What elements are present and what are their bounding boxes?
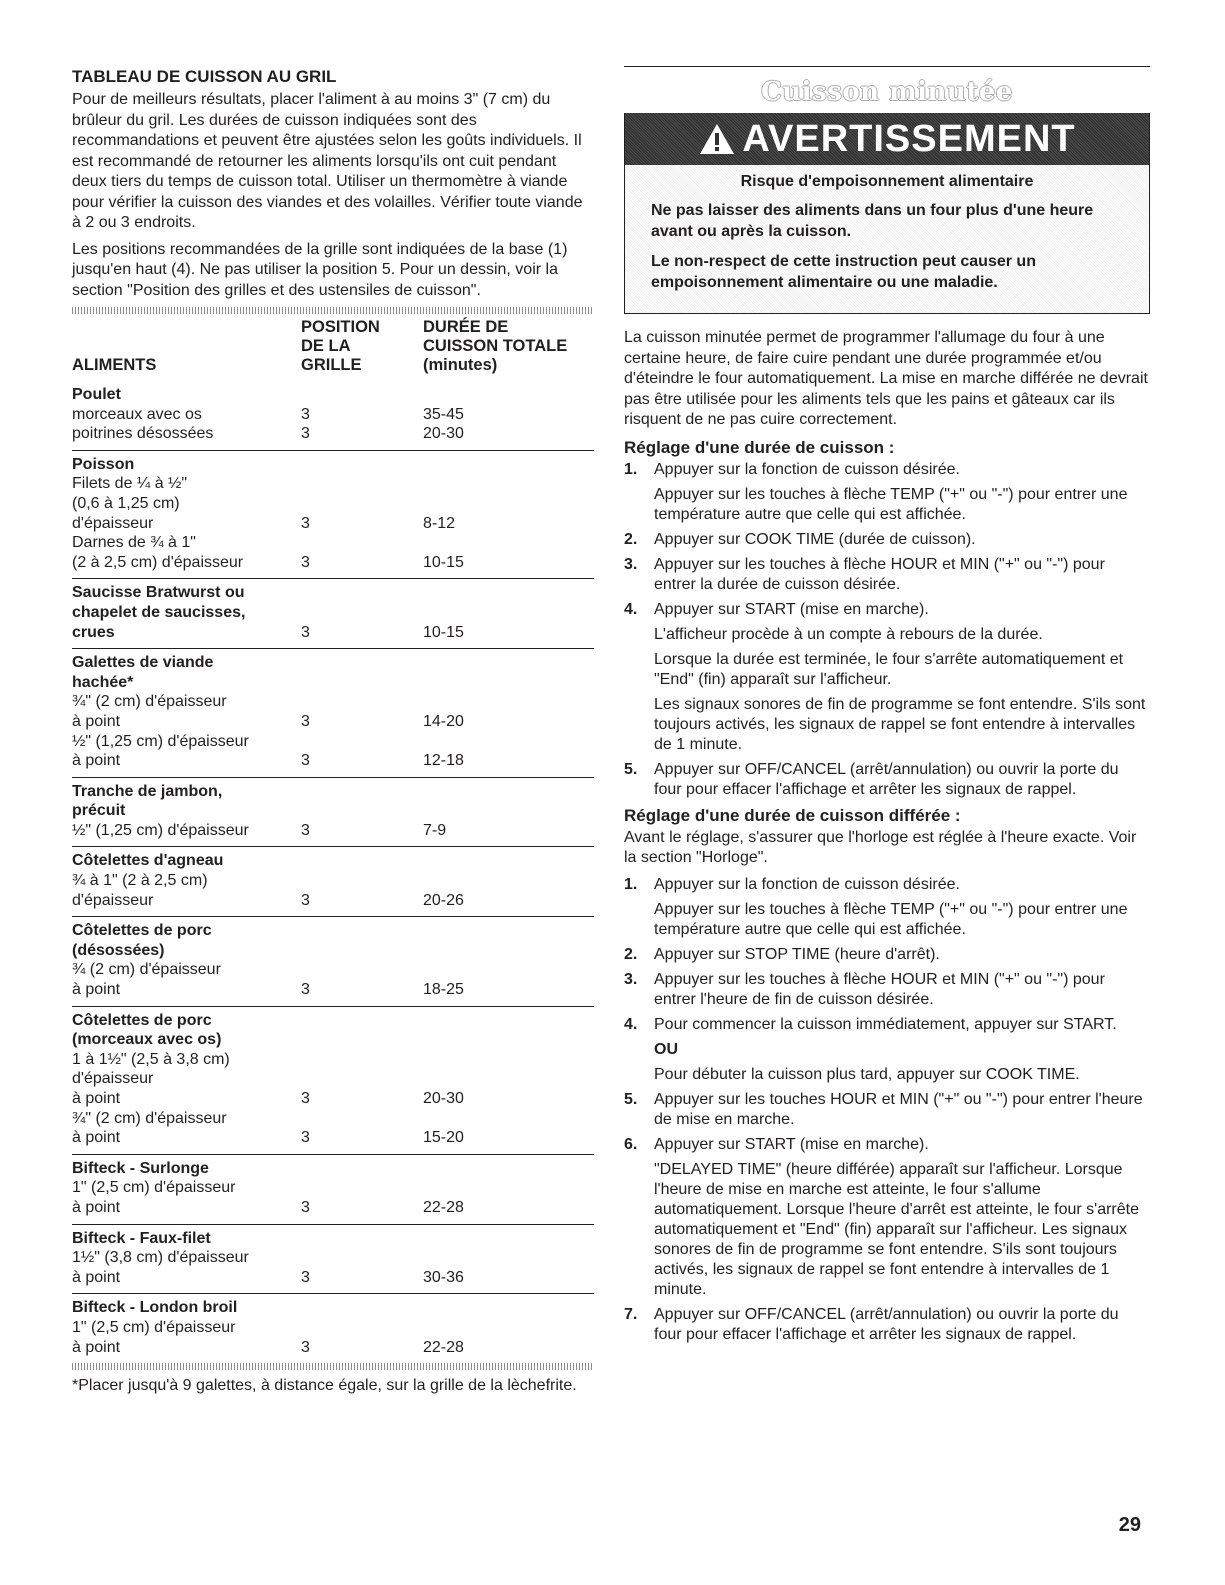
step-number: 3. <box>624 555 638 573</box>
rack-position <box>301 1248 423 1268</box>
food-name: crues <box>72 623 115 641</box>
rack-position <box>301 385 423 405</box>
food-cell <box>72 1294 301 1363</box>
step-text: Pour débuter la cuisson plus tard, appuyer sur COOK TIME. <box>654 1065 1080 1083</box>
time-cell <box>423 450 594 579</box>
food-detail: à point <box>72 1129 121 1147</box>
rack-position <box>301 1229 423 1249</box>
cook-time <box>423 1298 594 1318</box>
timed-intro: La cuisson minutée permet de programmer l'allumage du four à une certaine heure, de faire cuire pendant une durée programmée et/ou d'éteindre le four automatiquement. La mise en marche différée ne devrait pas être utilisée pour les aliments tels que les pains et gâteaux car ils risquent de ne pas cuire correctement. <box>624 329 1148 428</box>
rack-position: 3 <box>301 1338 310 1356</box>
position-cell <box>301 847 423 917</box>
food-detail: à point <box>72 1198 121 1216</box>
cook-time <box>423 603 594 623</box>
broil-table <box>72 314 594 1363</box>
cook-time <box>423 1178 594 1198</box>
rack-position <box>301 1159 423 1179</box>
warning-box <box>624 113 1150 314</box>
warning-text-1: Ne pas laisser des aliments dans un four plus d'une heure avant ou après la cuisson. <box>651 202 1094 240</box>
step-text: Lorsque la durée est terminée, le four s'arrête automatiquement et "End" (fin) apparaît sur l'afficheur. <box>654 650 1124 688</box>
step-text: L'afficheur procède à un compte à rebours de la durée. <box>654 625 1043 643</box>
rack-position: 3 <box>301 981 310 999</box>
cook-time: 8-12 <box>423 514 456 532</box>
cook-time <box>423 474 594 494</box>
time-cell <box>423 777 594 847</box>
step-item <box>624 970 1150 1010</box>
rack-position: 3 <box>301 623 310 641</box>
warning-banner-text: AVERTISSEMENT <box>742 117 1076 160</box>
header-total-time: DURÉE DE CUISSON TOTALE (minutes) <box>423 318 568 374</box>
food-detail: à point <box>72 1338 121 1356</box>
food-name: Bifteck - London broil <box>72 1299 238 1317</box>
rack-position <box>301 801 423 821</box>
position-cell <box>301 1006 423 1154</box>
broil-chart-section <box>72 66 594 1396</box>
step-text: Appuyer sur START (mise en marche). <box>654 600 929 618</box>
cook-time <box>423 1030 594 1050</box>
table-row <box>72 450 594 579</box>
table-row <box>72 579 594 649</box>
cook-time <box>423 1248 594 1268</box>
timed-cooking-section <box>624 66 1150 1350</box>
step-text: Appuyer sur COOK TIME (durée de cuisson). <box>654 530 976 548</box>
step-text: Appuyer sur les touches à flèche TEMP ("+" ou "-") pour entrer une température autre que celle qui est affichée. <box>654 900 1128 938</box>
rack-position: 3 <box>301 1090 310 1107</box>
warning-text-2: Le non-respect de cette instruction peut causer un empoisonnement alimentaire ou une maladie. <box>651 253 1036 291</box>
cook-time <box>423 782 594 802</box>
cook-time: 22-28 <box>423 1338 464 1356</box>
step-text: Appuyer sur les touches à flèche HOUR et MIN ("+" ou "-") pour entrer l'heure de fin de cuisson désirée. <box>654 970 1105 1008</box>
rack-position: 3 <box>301 514 310 532</box>
food-detail: morceaux avec os <box>72 405 202 423</box>
food-detail: 1" (2,5 cm) d'épaisseur <box>72 1179 236 1197</box>
rack-position <box>301 1109 423 1129</box>
food-detail: 1" (2,5 cm) d'épaisseur <box>72 1318 236 1336</box>
cook-time <box>423 653 594 673</box>
rack-position: 3 <box>301 1268 310 1286</box>
rack-position <box>301 673 423 693</box>
cook-time <box>423 494 594 514</box>
position-cell <box>301 1224 423 1294</box>
step-item <box>624 1305 1150 1345</box>
table-bottom-rule <box>72 1363 594 1370</box>
broil-intro-paragraph: Pour de meilleurs résultats, placer l'aliment à au moins 3" (7 cm) du brûleur du gril. Les durées de cuisson indiquées sont des recommandations et peuvent être ajustées selon les goûts individuels. Il est recommandé de retourner les aliments lorsqu'ils ont cuit pendant deux tiers du temps de cuisson total. Utiliser un thermomètre à viande pour vérifier la cuisson des viandes et des volailles. Vérifier toute viande à 2 ou 3 endroits. <box>72 91 583 231</box>
food-detail: à point <box>72 752 121 770</box>
cook-time-steps <box>624 460 1150 800</box>
rack-position <box>301 782 423 802</box>
food-name: Galettes de viande <box>72 654 214 672</box>
step-number: 3. <box>624 970 638 988</box>
position-cell <box>301 1154 423 1224</box>
cook-time: 30-36 <box>423 1268 464 1286</box>
step-text: Appuyer sur les touches HOUR et MIN ("+" ou "-") pour entrer l'heure de mise en marche. <box>654 1090 1143 1128</box>
rack-position <box>301 692 423 712</box>
set-delayed-time-title: Réglage d'une durée de cuisson différée : <box>624 805 961 825</box>
food-detail: Darnes de ¾ à 1" <box>72 534 196 552</box>
food-name: Poisson <box>72 455 135 473</box>
rack-position <box>301 533 423 553</box>
time-cell <box>423 381 594 450</box>
position-cell <box>301 579 423 649</box>
food-detail: poitrines désossées <box>72 425 214 443</box>
rack-position: 3 <box>301 405 310 423</box>
food-name: chapelet de saucisses, <box>72 603 246 621</box>
time-cell <box>423 579 594 649</box>
rack-position <box>301 871 423 891</box>
food-cell <box>72 847 301 917</box>
food-detail: ¾ à 1" (2 à 2,5 cm) <box>72 872 208 890</box>
cook-time: 18-25 <box>423 981 464 999</box>
step-text: Pour commencer la cuisson immédiatement, appuyer sur START. <box>654 1015 1117 1033</box>
cook-time: 20-30 <box>423 1090 464 1107</box>
delayed-cook-steps <box>624 875 1150 1345</box>
cook-time <box>423 1229 594 1249</box>
step-item <box>624 1090 1150 1130</box>
cook-time <box>423 921 594 941</box>
rack-position <box>301 960 423 980</box>
food-name: (morceaux avec os) <box>72 1031 222 1049</box>
rack-position: 3 <box>301 821 310 839</box>
food-detail: à point <box>72 1268 121 1286</box>
cook-time <box>423 385 594 405</box>
rack-position <box>301 494 423 514</box>
rack-position: 3 <box>301 425 310 443</box>
rack-position <box>301 1069 423 1089</box>
step-text: Appuyer sur les touches à flèche TEMP ("+" ou "-") pour entrer une température autre que celle qui est affichée. <box>654 485 1128 523</box>
cook-time <box>423 851 594 871</box>
warning-triangle-icon <box>698 122 736 156</box>
table-row <box>72 847 594 917</box>
rack-position: 3 <box>301 553 310 571</box>
table-row <box>72 1006 594 1154</box>
cook-time: 10-15 <box>423 553 464 571</box>
set-cook-time-title: Réglage d'une durée de cuisson : <box>624 437 895 457</box>
food-name: Tranche de jambon, <box>72 782 223 800</box>
cook-time: 12-18 <box>423 752 464 770</box>
timed-cooking-title: Cuisson minutée <box>761 77 1013 107</box>
food-name: (désossées) <box>72 941 165 959</box>
rack-position <box>301 1178 423 1198</box>
step-number: 7. <box>624 1305 638 1323</box>
food-cell <box>72 1224 301 1294</box>
cook-time: 15-20 <box>423 1129 464 1147</box>
cook-time <box>423 960 594 980</box>
food-name: Côtelettes de porc <box>72 1011 212 1029</box>
food-cell <box>72 649 301 778</box>
rack-position <box>301 941 423 961</box>
cook-time <box>423 455 594 475</box>
step-number: 5. <box>624 760 638 778</box>
food-detail: d'épaisseur <box>72 891 154 909</box>
warning-subtitle: Risque d'empoisonnement alimentaire <box>740 173 1034 190</box>
step-item <box>624 600 1150 755</box>
food-detail: à point <box>72 981 121 999</box>
step-text: Appuyer sur STOP TIME (heure d'arrêt). <box>654 945 940 963</box>
header-position: POSITION DE LA GRILLE <box>301 318 380 374</box>
rack-position <box>301 1298 423 1318</box>
step-number: 2. <box>624 530 638 548</box>
footnote: *Placer jusqu'à 9 galettes, à distance égale, sur la grille de la lèchefrite. <box>72 1377 577 1395</box>
food-name: Poulet <box>72 386 121 403</box>
rack-position <box>301 1011 423 1031</box>
rack-position <box>301 603 423 623</box>
food-name: Saucisse Bratwurst ou <box>72 584 245 602</box>
step-text: Appuyer sur la fonction de cuisson désirée. <box>654 460 960 478</box>
position-cell <box>301 777 423 847</box>
table-row <box>72 1224 594 1294</box>
rack-position: 3 <box>301 712 310 730</box>
cook-time <box>423 1318 594 1338</box>
food-detail: d'épaisseur <box>72 1070 154 1088</box>
position-cell <box>301 1294 423 1363</box>
time-cell <box>423 649 594 778</box>
cook-time <box>423 583 594 603</box>
food-detail: 1½" (3,8 cm) d'épaisseur <box>72 1249 249 1267</box>
time-cell <box>423 1154 594 1224</box>
header-food: ALIMENTS <box>72 356 157 374</box>
step-item <box>624 760 1150 800</box>
step-number: 4. <box>624 600 638 618</box>
delayed-intro: Avant le réglage, s'assurer que l'horloge est réglée à l'heure exacte. Voir la section "Horloge". <box>624 828 1137 866</box>
food-cell <box>72 381 301 450</box>
food-cell <box>72 1154 301 1224</box>
step-text: "DELAYED TIME" (heure différée) apparaît sur l'afficheur. Lorsque l'heure de mise en marche est atteinte, le four s'allume automatiquement. Lorsque l'heure d'arrêt est atteinte, le four s'arrête automatiquement et "End" (fin) apparaît sur l'afficheur. Les signaux sonores de fin de programme se font entendre. S'ils sont toujours activés, les signaux de rappel se font entendre à intervalles de 1 minute. <box>654 1160 1139 1298</box>
cook-time: 7-9 <box>423 821 447 839</box>
food-detail: (0,6 à 1,25 cm) <box>72 494 180 512</box>
cook-time <box>423 1159 594 1179</box>
position-cell <box>301 649 423 778</box>
rack-position <box>301 1050 423 1070</box>
cook-time <box>423 1069 594 1089</box>
broil-chart-title: TABLEAU DE CUISSON AU GRIL <box>72 67 337 86</box>
time-cell <box>423 847 594 917</box>
warning-banner <box>625 113 1149 165</box>
cook-time <box>423 1050 594 1070</box>
cook-time <box>423 801 594 821</box>
step-number: 6. <box>624 1135 638 1153</box>
food-cell <box>72 1006 301 1154</box>
broil-table-body <box>72 381 594 1363</box>
rack-position <box>301 921 423 941</box>
table-header-row <box>72 314 594 381</box>
cook-time <box>423 871 594 891</box>
table-row <box>72 649 594 778</box>
step-item <box>624 460 1150 525</box>
step-number: 4. <box>624 1015 638 1033</box>
step-item <box>624 1015 1150 1085</box>
step-item <box>624 1135 1150 1300</box>
food-detail: à point <box>72 712 121 730</box>
food-detail: ¾" (2 cm) d'épaisseur <box>72 1109 227 1127</box>
rack-position <box>301 732 423 752</box>
food-name: hachée* <box>72 673 134 691</box>
table-row <box>72 1294 594 1363</box>
step-text: Appuyer sur la fonction de cuisson désirée. <box>654 875 960 893</box>
rack-position <box>301 583 423 603</box>
food-detail: ¾" (2 cm) d'épaisseur <box>72 693 227 711</box>
food-name: Bifteck - Faux-filet <box>72 1229 211 1247</box>
position-cell <box>301 450 423 579</box>
cook-time <box>423 692 594 712</box>
rack-position <box>301 474 423 494</box>
position-cell <box>301 917 423 1006</box>
cook-time <box>423 533 594 553</box>
section-rule <box>624 66 1150 67</box>
cook-time <box>423 1011 594 1031</box>
cook-time <box>423 941 594 961</box>
cook-time: 20-26 <box>423 891 464 909</box>
step-text: Appuyer sur START (mise en marche). <box>654 1135 929 1153</box>
step-item <box>624 945 1150 965</box>
cook-time: 10-15 <box>423 623 464 641</box>
cook-time <box>423 1109 594 1129</box>
rack-position: 3 <box>301 1129 310 1147</box>
rack-position <box>301 1030 423 1050</box>
step-number: 2. <box>624 945 638 963</box>
food-detail: 1 à 1½" (2,5 à 3,8 cm) <box>72 1050 230 1068</box>
food-name: Bifteck - Surlonge <box>72 1159 209 1177</box>
rack-position <box>301 1318 423 1338</box>
step-number: 1. <box>624 460 638 478</box>
food-detail: ½" (1,25 cm) d'épaisseur <box>72 821 249 839</box>
food-detail: ½" (1,25 cm) d'épaisseur <box>72 732 249 750</box>
step-item <box>624 875 1150 940</box>
food-detail: à point <box>72 1090 121 1107</box>
time-cell <box>423 1294 594 1363</box>
table-row <box>72 917 594 1006</box>
step-item <box>624 555 1150 595</box>
rack-position-paragraph: Les positions recommandées de la grille sont indiquées de la base (1) jusqu'en haut (4). Ne pas utiliser la position 5. Pour un dessin, voir la section "Position des grilles et des ustensiles de cuisson". <box>72 240 568 299</box>
rack-position <box>301 851 423 871</box>
food-cell <box>72 917 301 1006</box>
step-or: OU <box>654 1040 678 1058</box>
rack-position <box>301 653 423 673</box>
step-number: 1. <box>624 875 638 893</box>
page-number: 29 <box>1118 1514 1141 1536</box>
table-top-rule <box>72 307 594 314</box>
rack-position: 3 <box>301 1198 310 1216</box>
cook-time: 14-20 <box>423 712 464 730</box>
step-text: Les signaux sonores de fin de programme se font entendre. S'ils sont toujours activés, les signaux de rappel se font entendre à intervalles de 1 minute. <box>654 695 1146 753</box>
rack-position: 3 <box>301 752 310 770</box>
time-cell <box>423 1006 594 1154</box>
food-detail: ¾ (2 cm) d'épaisseur <box>72 961 221 979</box>
food-name: Côtelettes de porc <box>72 922 212 940</box>
step-item <box>624 530 1150 550</box>
cook-time: 22-28 <box>423 1198 464 1216</box>
rack-position <box>301 455 423 475</box>
step-number: 5. <box>624 1090 638 1108</box>
table-row <box>72 777 594 847</box>
cook-time: 35-45 <box>423 405 464 423</box>
step-text: Appuyer sur OFF/CANCEL (arrêt/annulation) ou ouvrir la porte du four pour effacer l'affichage et arrêter les signaux de rappel. <box>654 760 1119 798</box>
cook-time <box>423 673 594 693</box>
position-cell <box>301 381 423 450</box>
time-cell <box>423 917 594 1006</box>
cook-time: 20-30 <box>423 425 464 443</box>
table-row <box>72 381 594 450</box>
cook-time <box>423 732 594 752</box>
food-cell <box>72 777 301 847</box>
table-row <box>72 1154 594 1224</box>
food-detail: d'épaisseur <box>72 514 154 532</box>
food-cell <box>72 450 301 579</box>
food-detail: (2 à 2,5 cm) d'épaisseur <box>72 553 244 571</box>
food-detail: Filets de ¼ à ½" <box>72 475 188 493</box>
food-name: précuit <box>72 802 126 820</box>
food-cell <box>72 579 301 649</box>
rack-position: 3 <box>301 891 310 909</box>
food-name: Côtelettes d'agneau <box>72 852 224 870</box>
step-text: Appuyer sur OFF/CANCEL (arrêt/annulation) ou ouvrir la porte du four pour effacer l'affichage et arrêter les signaux de rappel. <box>654 1305 1119 1343</box>
time-cell <box>423 1224 594 1294</box>
step-text: Appuyer sur les touches à flèche HOUR et MIN ("+" ou "-") pour entrer la durée de cuisson désirée. <box>654 555 1105 593</box>
